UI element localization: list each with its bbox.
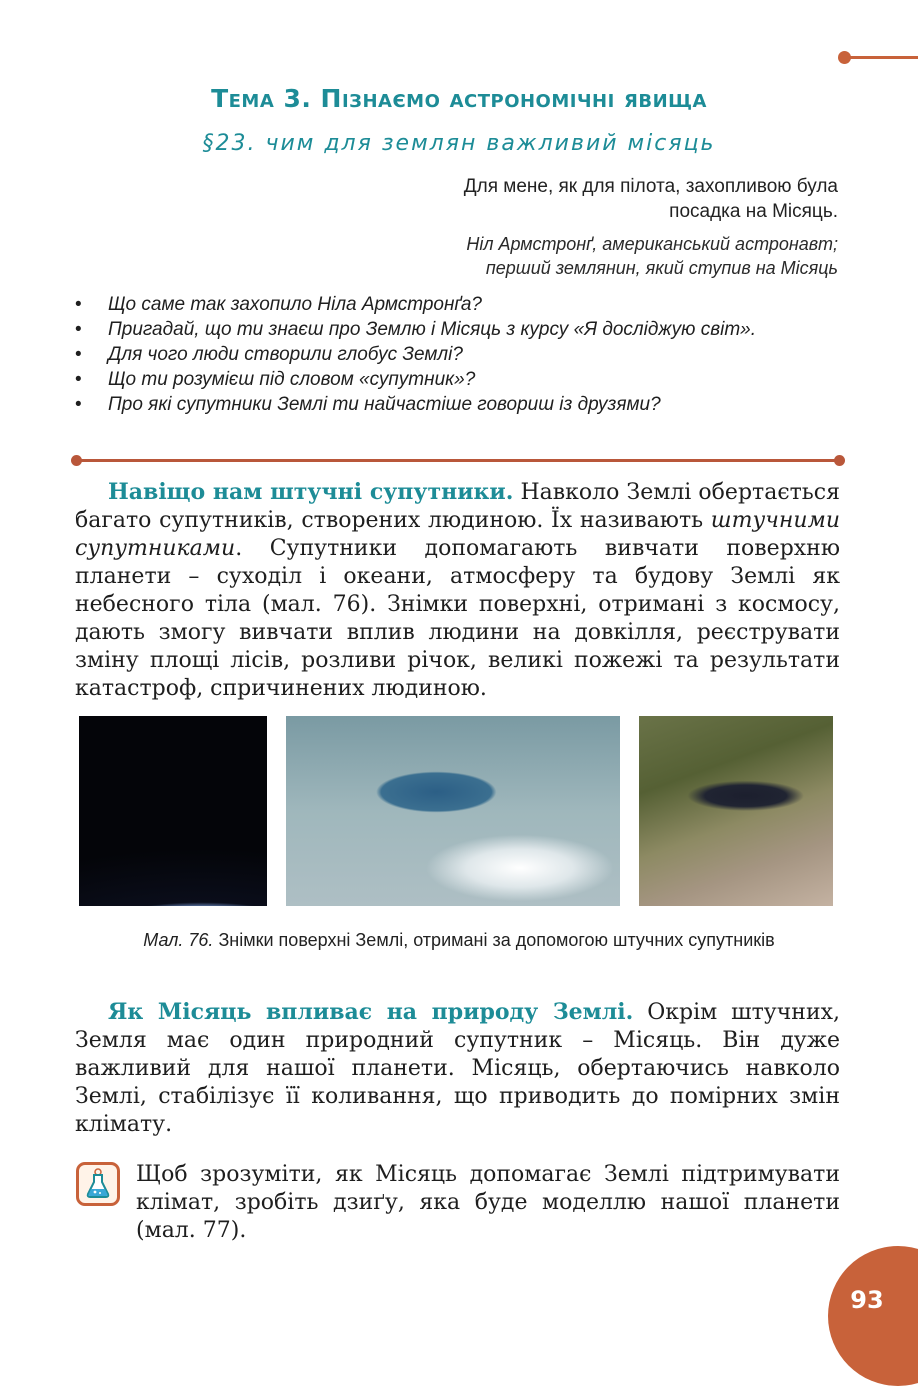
question-text: Пригадай, що ти знаєш про Землю і Місяць з курсу «Я досліджую світ».	[108, 319, 757, 340]
photo-terrain-satellite-view	[639, 716, 833, 906]
experiment-flask-icon	[76, 1162, 120, 1206]
question-item	[75, 292, 841, 317]
question-item	[75, 342, 841, 367]
paragraph-moon-influence	[75, 998, 840, 1139]
bullet: •	[75, 369, 82, 390]
epigraph	[338, 174, 838, 280]
bullet: •	[75, 319, 82, 340]
question-item	[75, 392, 841, 417]
question-item	[75, 317, 841, 342]
paragraph-heading: Як Місяць впливає на природу Землі.	[108, 999, 634, 1025]
paragraph-heading: Навіщо нам штучні супутники.	[108, 479, 514, 505]
paragraph-term: штучними супутниками	[75, 508, 840, 561]
page-number-badge	[828, 1246, 918, 1386]
divider-dot-left	[71, 455, 82, 466]
photo-reservoir-satellite-view	[286, 716, 620, 906]
header-decor-line	[848, 56, 918, 59]
paragraph-text: Окрім штучних, Земля має один природний супутник – Місяць. Він дуже важливий для нашої планети. Місяць, обертаючись навколо Землі, стабілізує її коливання, що приводить до помірних змін клімату.	[75, 1000, 841, 1137]
epigraph-author	[338, 232, 838, 280]
paragraph-text: Навколо Землі обертається багато супутників, створених людиною. Їх називають	[75, 480, 840, 533]
question-text: Що ти розумієш під словом «супутник»?	[108, 369, 476, 390]
bullet: •	[75, 294, 82, 315]
bullet: •	[75, 394, 82, 415]
figure-caption-text: Знімки поверхні Землі, отримані за допомогою штучних супутників	[213, 930, 775, 950]
questions-list	[75, 292, 841, 417]
paragraph-text: . Супутники допомагають вивчати поверхню планети – суходіл і океани, атмосферу та будову Землі як небесного тіла (мал. 76). Знімки поверхні, отримані з космосу, дають змогу вивчати вплив людини на довкілля, реєструвати зміну площі лісів, розливи річок, великі пожежі та результати катастроф, спричинених людиною.	[75, 536, 840, 701]
topic-title: Тема 3. Пізнаємо астрономічні явища	[211, 84, 707, 113]
figure-caption	[100, 928, 818, 952]
figure-label: Мал. 76.	[143, 930, 214, 950]
question-text: Що саме так захопило Ніла Армстронґа?	[108, 294, 482, 315]
epigraph-author-line2: перший землянин, який ступив на Місяць	[485, 258, 838, 278]
epigraph-quote	[338, 174, 838, 224]
paragraph-artificial-satellites	[75, 478, 840, 703]
divider-dot-right	[834, 455, 845, 466]
question-item	[75, 367, 841, 392]
section-divider	[75, 459, 841, 462]
epigraph-quote-line1: Для мене, як для пілота, захопливою була	[463, 176, 838, 197]
photo-earth-from-orbit	[79, 716, 267, 906]
epigraph-quote-line2: посадка на Місяць.	[669, 201, 838, 222]
section-title: §23. чим для землян важливий місяць	[202, 131, 716, 156]
epigraph-author-line1: Ніл Армстронґ, американський астронавт;	[466, 234, 838, 254]
header-decor-dot	[838, 51, 851, 64]
bullet: •	[75, 344, 82, 365]
task-text: Щоб зрозуміти, як Місяць допомагає Землі підтримувати клімат, зробіть дзиґу, яка буде моделлю нашої планети (мал. 77).	[136, 1162, 840, 1243]
question-text: Для чого люди створили глобус Землі?	[108, 344, 463, 365]
page-number: 93	[850, 1286, 884, 1314]
question-text: Про які супутники Землі ти найчастіше говориш із друзями?	[108, 394, 661, 415]
